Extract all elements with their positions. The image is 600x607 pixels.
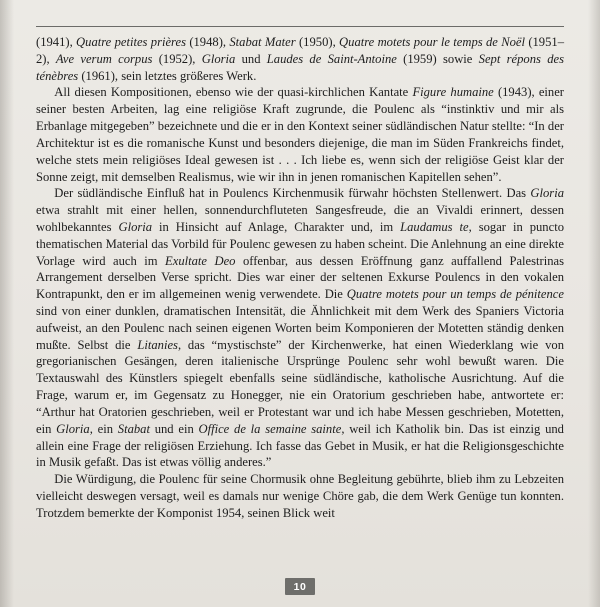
para-suedlaendischer-einfluss: Der südländische Einfluß hat in Poulencs Kirchenmusik fürwahr höchsten Stellenwert. Das Gloria etwa strahlt mit einer hellen, sonnendurchfluteten Sangesfreude, die an Vivaldi erinnert, dessen wohlbekanntes Gloria in Hinsicht auf Anlage, Charakter und, im Laudamus te, sogar in puncto thematischen Material das Vorbild für Poulenc gewesen zu haben scheint. Die Anlehnung an eine direkte Vorlage wird auch im Exultate Deo offenbar, aus dessen Eröffnung ganz auffallend Palestrinas Arrangement derselben Verse spricht. Dies war einer der seltenen Exkurse Poulencs in den vokalen Kontrapunkt, den er im allgemeinen wenig verwendete. Die Quatre motets pour un temps de pénitence sind von einer dunklen, dramatischen Intensität, die Ähnlichkeit mit dem Werk des Spaniers Victoria aufweist, an den Poulenc nach seinen eigenen Worten beim Komponieren der Motetten ständig denken mußte. Selbst die Litanies, das “mystischste” der Kirchenwerke, hat einen Wiederklang wie von gregorianischen Gesängen, deren italienische Ursprünge Poulenc sehr wohl bewußt waren. Die Textauswahl des Künstlers spiegelt ebenfalls seine südländische, katholische Ausrichtung. Auf die Frage, warum er, im Gegensatz zu Honegger, nie ein Oratorium geschrieben habe, antwortete er: “Arthur hat Oratorien geschrieben, weil er Protestant war und ich habe Messen geschrieben, Motetten, ein Gloria, ein Stabat und ein Office de la semaine sainte, weil ich Katholik bin. Das ist einzig und allein eine Frage der religiösen Erziehung. Ich fasse das Gebet in Musik, er hat die Religionsgeschichte in Musik gefaßt. Das ist etwas völlig anderes.” [36,186,565,470]
italic-title: Exultate Deo [165,253,236,268]
header-rule [36,26,564,27]
italic-title: Litanies [137,337,178,352]
italic-title: Quatre motets pour le temps de Noël [339,35,525,49]
italic-title: Laudes de Saint-Antoine [266,51,397,66]
italic-title: Gloria [118,219,153,234]
page-body-text [36,34,564,522]
italic-title: Gloria [201,51,236,66]
italic-title: Gloria [530,186,564,201]
italic-title: Stabat [117,421,150,436]
italic-title: Office de la semaine sainte [198,421,342,436]
italic-title: Laudamus te [400,219,469,234]
italic-title: Stabat Mater [229,35,296,49]
italic-title: Quatre motets pour un temps de pénitence [346,287,564,302]
para-figure-humaine: All diesen Kompositionen, ebenso wie der quasi-kirchlichen Kantate Figure humaine (1943), einer seiner besten Arbeiten, lag eine religiöse Kraft zugrunde, die Poulenc als “instinktiv und mir als Erbanlage mitgegeben” bezeichnete und die er in den Kontext seiner südländischen Natur stellte: “In der Architektur ist es die romanische Kunst und besonders diejenige, die man im Süden Frankreichs findet, welche stets mein religiöses Ideal gewesen ist . . . Ich liebe es, wenn sich der religiöse Geist klar der Sonne zeigt, mit demselben Realismus, wie wir ihn in jenen romanischen Kapitellen sehen”. [36,85,564,184]
page-spine-shadow [0,0,14,607]
italic-title: Quatre petites prières [76,35,186,49]
italic-title: Figure humaine [412,85,494,100]
page-edge-shadow [588,0,600,607]
para-wuerdigung: Die Würdigung, die Poulenc für seine Chormusik ohne Begleitung gebührte, blieb ihm zu Lebzeiten vielleicht deswegen versagt, weil es damals nur wenige Chöre gab, die dem Werk Genüge tun konnten. Trotzdem bemerkte der Komponist 1954, seinen Blick weit [36,472,564,520]
italic-title: Ave verum corpus [55,51,153,66]
page-number-badge: 10 [285,578,315,595]
italic-title: Gloria [56,421,90,436]
para-works-list: (1941), Quatre petites prières (1948), Stabat Mater (1950), Quatre motets pour le temps de Noël (1951–2), Ave verum corpus (1952), Gloria und Laudes de Saint-Antoine (1959) sowie Sept répons des ténèbres (1961), sein letztes größeres Werk. [36,35,564,83]
italic-title: Sept répons des ténèbres [36,51,564,83]
